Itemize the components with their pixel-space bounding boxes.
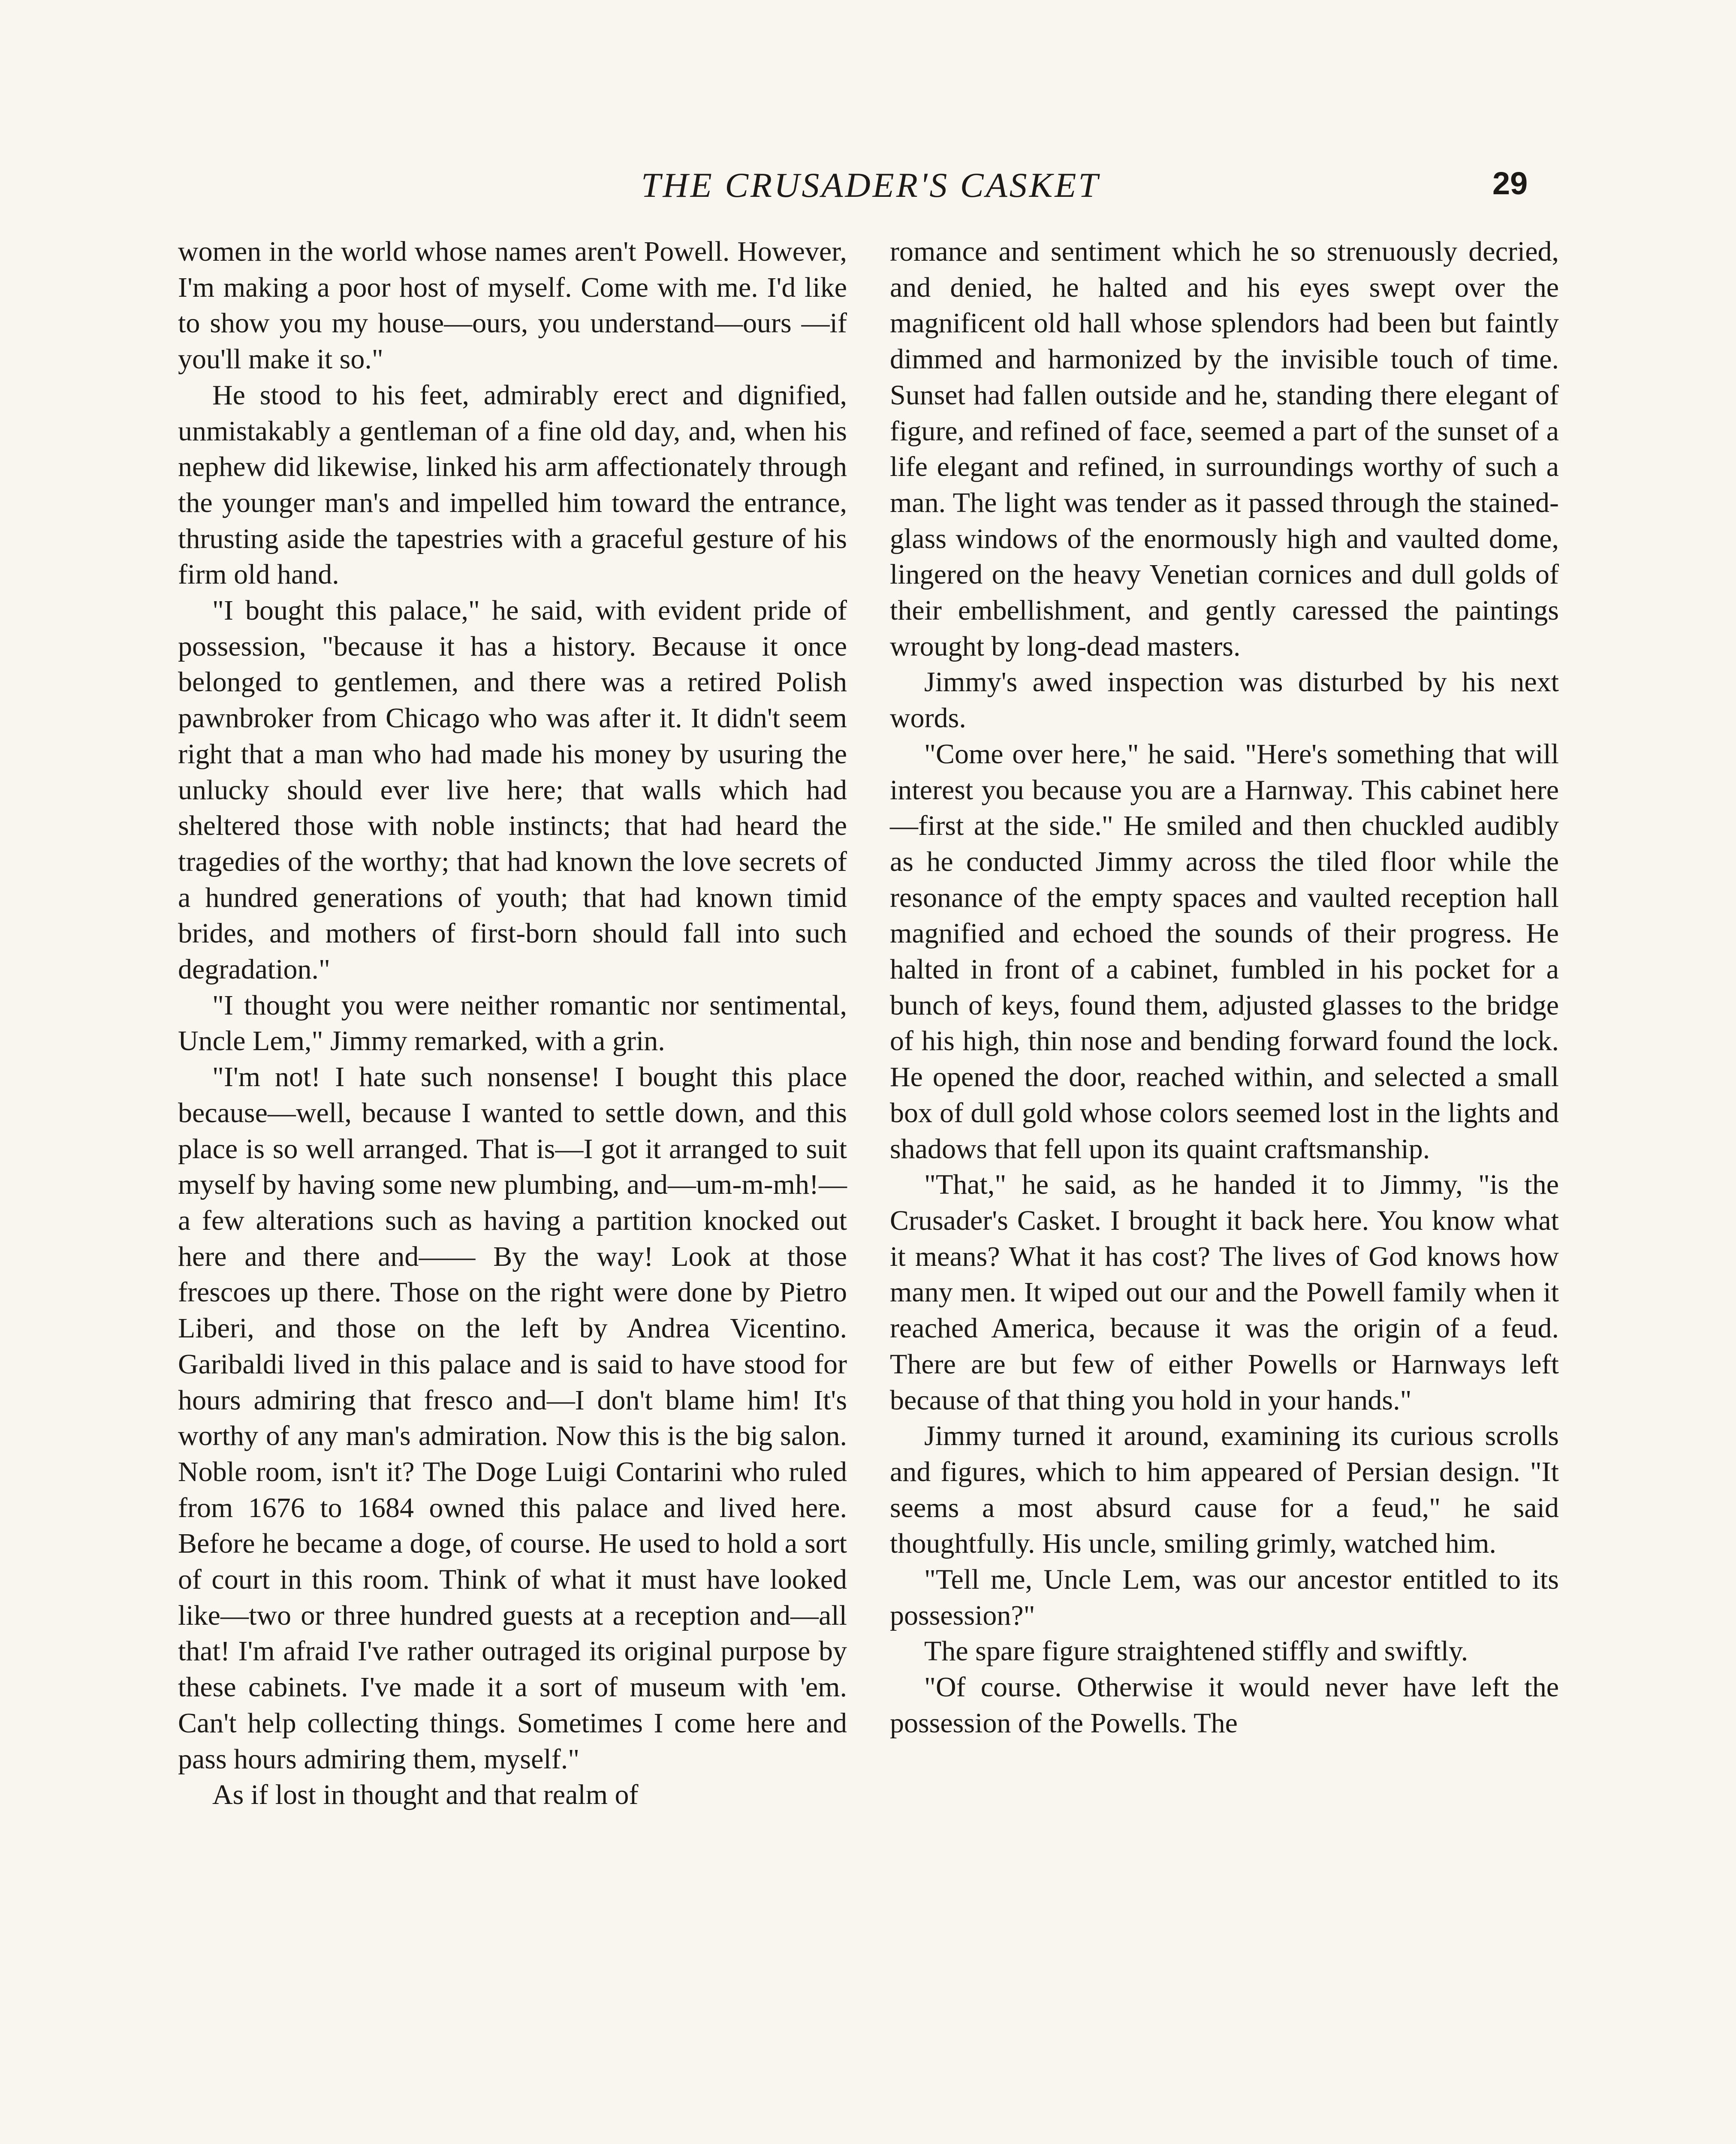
paragraph: "Tell me, Uncle Lem, was our ancestor entitled to its possession?": [890, 1564, 1559, 1631]
running-title: THE CRUSADER'S CASKET: [641, 166, 1100, 205]
paragraph: The spare figure straightened stiffly and swiftly.: [924, 1635, 1468, 1667]
paragraph: "Of course. Otherwise it would never have left the possession of the Powells. The: [890, 1671, 1559, 1739]
paragraph: "I'm not! I hate such nonsense! I bought this place because—well, because I wanted to settle down, and this place is so well arranged. That is—I got it arranged to suit myself by having some new plumbing, and—um-m-mh!—a few alterations such as having a partition knocked out here and there and—— By the way! Look at those frescoes up there. Those on the right were done by Pietro Liberi, and those on the left by Andrea Vicentino. Garibaldi lived in this palace and is said to have stood for hours admiring that fresco and—I don't blame him! It's worthy of any man's admiration. Now this is the big salon. Noble room, isn't it? The Doge Luigi Contarini who ruled from 1676 to 1684 owned this palace and lived here. Before he became a doge, of course. He used to hold a sort of court in this room. Think of what it must have looked like—two or three hundred guests at a reception and—all that! I'm afraid I've rather outraged its original purpose by these cabinets. I've made it a sort of museum with 'em. Can't help collecting things. Sometimes I come here and pass hours admiring them, myself.": [178, 1061, 847, 1775]
paragraph: Jimmy's awed inspection was disturbed by his next words.: [890, 666, 1559, 734]
paragraph: "Come over here," he said. "Here's something that will interest you because you are a Harnway. This cabinet here—first at the side." He smiled and then chuckled audibly as he conducted Jimmy across the tiled floor while the resonance of the empty spaces and vaulted reception hall magnified and echoed the sounds of their progress. He halted in front of a cabinet, fumbled in his pocket for a bunch of keys, found them, adjusted glasses to the bridge of his high, thin nose and bending forward found the lock. He opened the door, reached within, and selected a small box of dull gold whose colors seemed lost in the lights and shadows that fell upon its quaint craftsmanship.: [890, 738, 1559, 1165]
paragraph: romance and sentiment which he so strenuously decried, and denied, he halted and his eyes swept over the magnificent old hall whose splendors had been but faintly dimmed and harmonized by the invisible touch of time. Sunset had fallen outside and he, standing there elegant of figure, and refined of face, seemed a part of the sunset of a life elegant and refined, in surroundings worthy of such a man. The light was tender as it passed through the stained-glass windows of the enormously high and vaulted dome, lingered on the heavy Venetian cornices and dull golds of their embellishment, and gently caressed the paintings wrought by long-dead masters.: [890, 236, 1559, 662]
paragraph: "I bought this palace," he said, with evident pride of possession, "because it has a history. Because it once belonged to gentlemen, and there was a retired Polish pawnbroker from Chicago who was after it. It didn't seem right that a man who had made his money by usuring the unlucky should ever live here; that walls which had sheltered those with noble instincts; that had heard the tragedies of the worthy; that had known the love secrets of a hundred generations of youth; that had known timid brides, and mothers of first-born should fall into such degradation.": [178, 595, 847, 985]
left-column: [178, 234, 847, 1813]
paragraph: women in the world whose names aren't Powell. However, I'm making a poor host of myself. Come with me. I'd like to show you my house—ours, you understand—ours —if you'll make it so.": [178, 236, 847, 375]
right-column: [890, 234, 1559, 1741]
paragraph: As if lost in thought and that realm of: [212, 1779, 639, 1811]
paragraph: Jimmy turned it around, examining its curious scrolls and figures, which to him appeared of Persian design. "It seems a most absurd cause for a feud," he said thoughtfully. His uncle, smiling grimly, watched him.: [890, 1420, 1559, 1560]
paragraph: He stood to his feet, admirably erect and dignified, unmistakably a gentleman of a fine old day, and, when his nephew did likewise, linked his arm affectionately through the younger man's and impelled him toward the entrance, thrusting aside the tapestries with a graceful gesture of his firm old hand.: [178, 379, 847, 590]
page-number: 29: [1492, 166, 1528, 201]
paragraph: "I thought you were neither romantic nor sentimental, Uncle Lem," Jimmy remarked, with a grin.: [178, 989, 847, 1057]
paragraph: "That," he said, as he handed it to Jimmy, "is the Crusader's Casket. I brought it back here. You know what it means? What it has cost? The lives of God knows how many men. It wiped out our and the Powell family when it reached America, because it was the origin of a feud. There are but few of either Powells or Harnways left because of that thing you hold in your hands.": [890, 1169, 1559, 1416]
